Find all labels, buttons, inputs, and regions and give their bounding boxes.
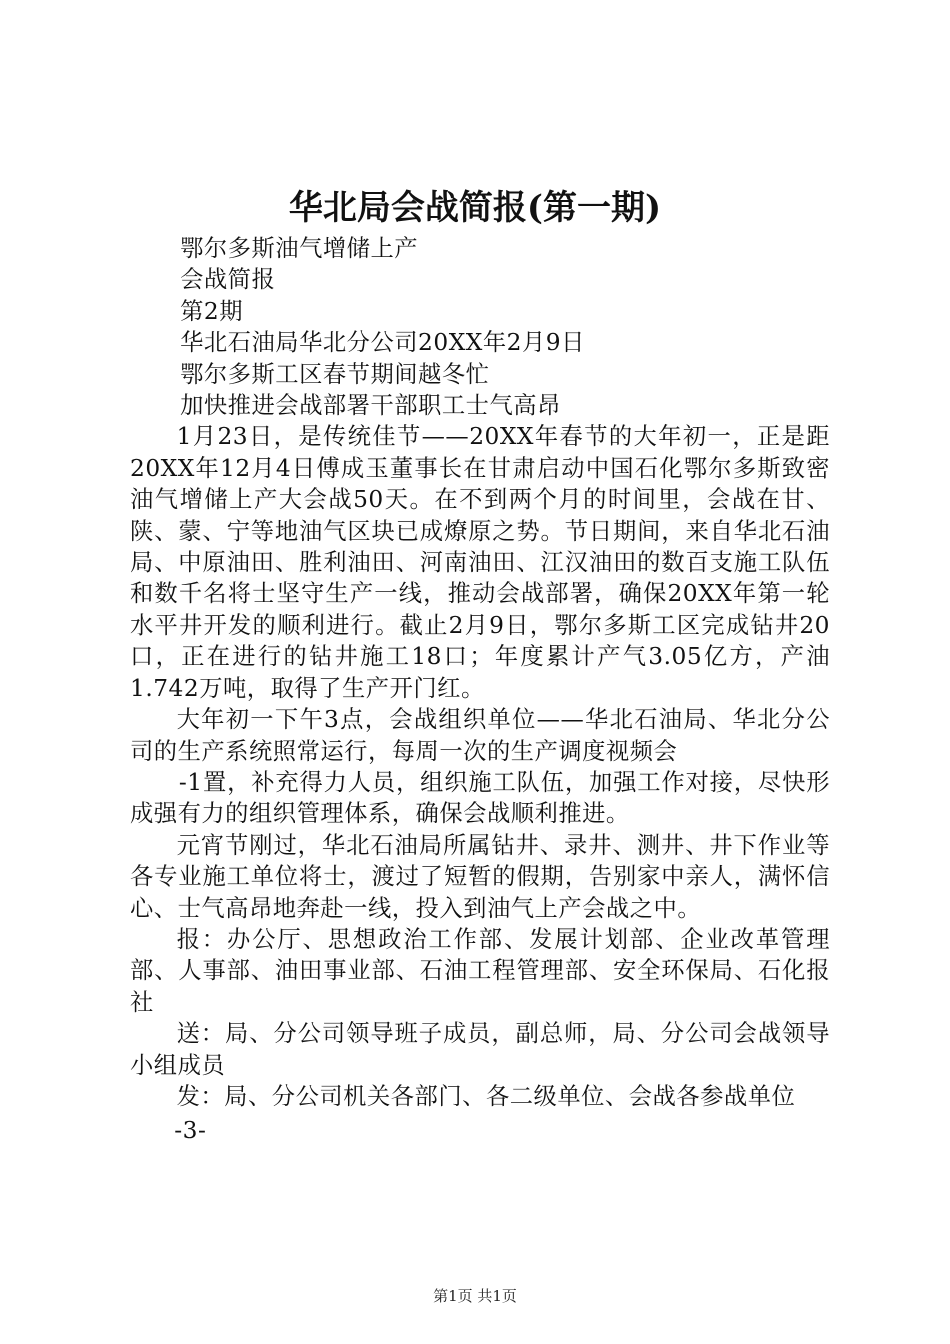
inner-page-number: -3- xyxy=(174,1117,207,1145)
body-paragraph: -1置，补充得力人员，组织施工队伍，加强工作对接，尽快形成强有力的组织管理体系，确保会战顺利推进。 xyxy=(130,768,830,828)
body-paragraph: 元宵节刚过，华北石油局所属钻井、录井、测井、井下作业等各专业施工单位将士，渡过了短暂的假期，告别家中亲人，满怀信心、士气高昂地奔赴一线，投入到油气上产会战之中。 xyxy=(130,831,830,922)
header-line-campaign: 鄂尔多斯油气增储上产 xyxy=(180,235,419,262)
page-footer: 第1页 共1页 xyxy=(433,1287,517,1305)
headline-line-1: 鄂尔多斯工区春节期间越冬忙 xyxy=(180,360,490,388)
distribution-send-to: 送：局、分公司领导班子成员，副总师，局、分公司会战领导小组成员 xyxy=(130,1020,830,1079)
document-body xyxy=(130,233,830,1147)
page-title: 华北局会战简报(第一期) xyxy=(288,188,662,228)
body-paragraph: 大年初一下午3点，会战组织单位——华北石油局、华北分公司的生产系统照常运行，每周一次的生产调度视频会 xyxy=(130,706,830,765)
header-line-issuer-date: 华北石油局华北分公司20XX年2月9日 xyxy=(180,329,585,357)
headline-line-2: 加快推进会战部署干部职工士气高昂 xyxy=(180,392,561,420)
body-paragraph: 1月23日，是传统佳节——20XX年春节的大年初一，正是距20XX年12月4日傅成玉董事长在甘肃启动中国石化鄂尔多斯致密油气增储上产大会战50天。在不到两个月的时间里，会战在甘、陕、蒙、宁等地油气区块已成燎原之势。节日期间，来自华北石油局、中原油田、胜利油田、河南油田、江汉油田的数百支施工队伍和数千名将士坚守生产一线，推动会战部署，确保20XX年第一轮水平井开发的顺利进行。截止2月9日，鄂尔多斯工区完成钻井20口，正在进行的钻井施工18口；年度累计产气3.05亿方，产油1.742万吨，取得了生产开门红。 xyxy=(130,423,830,702)
distribution-issue-to: 发：局、分公司机关各部门、各二级单位、会战各参战单位 xyxy=(176,1082,796,1110)
header-line-issue: 第2期 xyxy=(180,297,244,325)
distribution-report-to: 报：办公厅、思想政治工作部、发展计划部、企业改革管理部、人事部、油田事业部、石油工程管理部、安全环保局、石化报社 xyxy=(130,925,830,1016)
header-line-bulletin: 会战简报 xyxy=(180,266,276,294)
